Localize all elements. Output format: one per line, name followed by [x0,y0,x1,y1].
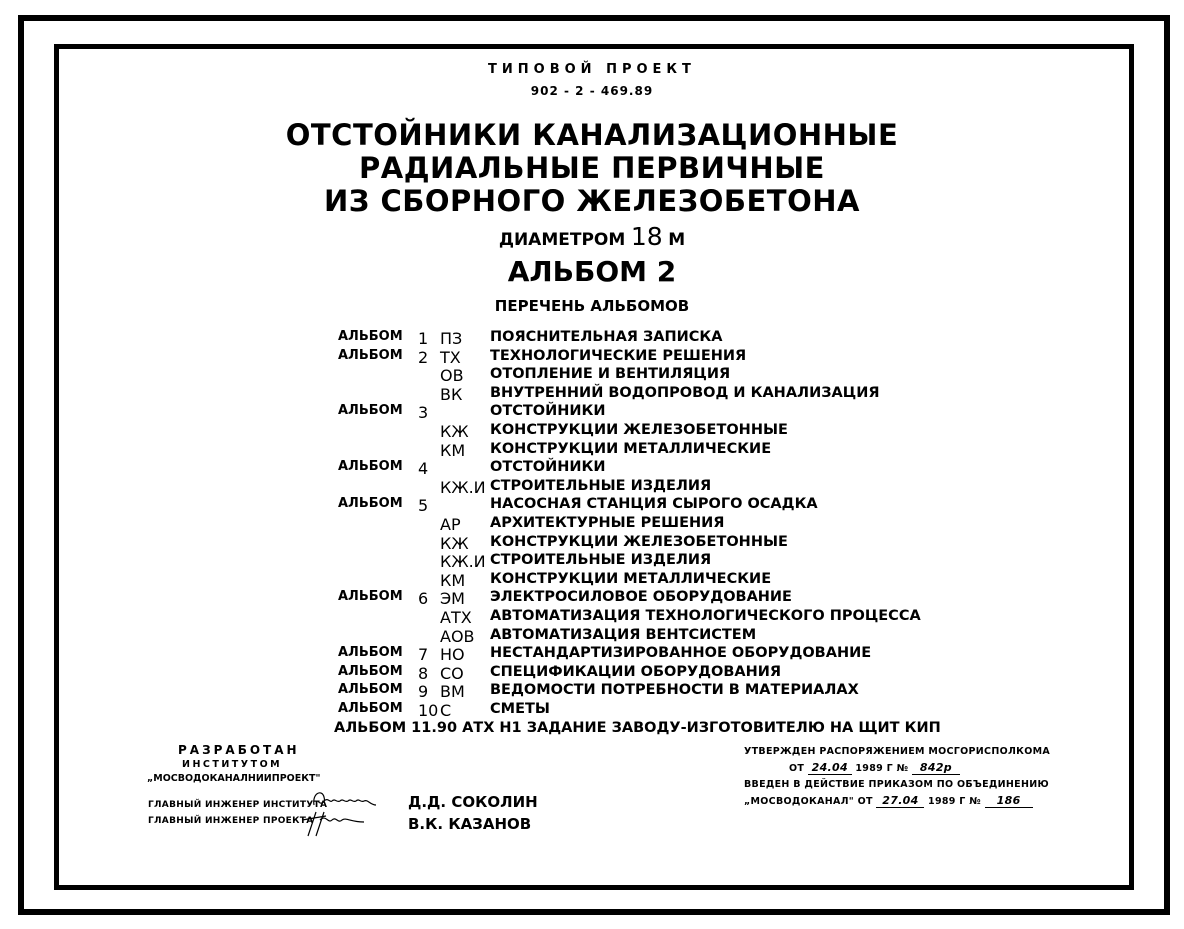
developer-line-1: РАЗРАБОТАН [178,743,300,757]
developer-line-3: „МОСВОДОКАНАЛНИИПРОЕКТ" [147,773,321,784]
title-line-3: ИЗ СБОРНОГО ЖЕЛЕЗОБЕТОНА [324,184,860,218]
signature-role-2: ГЛАВНЫЙ ИНЖЕНЕР ПРОЕКТА [148,816,314,826]
signature-name-1: Д.Д. СОКОЛИН [408,793,538,811]
project-number: 902 - 2 - 469.89 [530,84,654,98]
section-description: КОНСТРУКЦИИ МЕТАЛЛИЧЕСКИЕ [490,570,772,587]
section-code: КЖ.И [440,477,486,497]
approval-from-label: ОТ [789,763,805,774]
section-description: СПЕЦИФИКАЦИИ ОБОРУДОВАНИЯ [490,663,782,680]
section-description: КОНСТРУКЦИИ ЖЕЛЕЗОБЕТОННЫЕ [490,422,788,438]
section-description: КОНСТРУКЦИИ ЖЕЛЕЗОБЕТОННЫЕ [490,533,788,550]
section-code: НО [440,645,465,665]
section-description: ЭЛЕКТРОСИЛОВОЕ ОБОРУДОВАНИЕ [490,589,792,606]
section-description: СМЕТЫ [490,701,550,717]
signature-2-icon [296,806,376,840]
title-line-2: РАДИАЛЬНЫЕ ПЕРВИЧНЫЕ [359,151,825,185]
section-description: ОТОПЛЕНИЕ И ВЕНТИЛЯЦИЯ [490,366,731,383]
section-description: СТРОИТЕЛЬНЫЕ ИЗДЕЛИЯ [490,552,712,569]
approval-line-2: ВВЕДЕН В ДЕЙСТВИЕ ПРИКАЗОМ ПО ОБЪЕДИНЕНИЮ [744,779,1049,790]
album-number: 10 [418,701,439,720]
section-code: ТХ [440,347,461,367]
approval-year-2: 1989 Г № [928,796,981,807]
diameter-value: 18 [630,222,663,251]
section-description: НЕСТАНДАРТИЗИРОВАННОЕ ОБОРУДОВАНИЕ [490,645,872,662]
list-heading: ПЕРЕЧЕНЬ АЛЬБОМОВ [494,297,690,315]
section-description: КОНСТРУКЦИИ МЕТАЛЛИЧЕСКИЕ [490,440,772,457]
title-line-1: ОТСТОЙНИКИ КАНАЛИЗАЦИОННЫЕ [285,118,899,152]
section-description: ОТСТОЙНИКИ [490,459,606,476]
album-label: АЛЬБОМ [338,663,403,679]
section-code: ЭМ [440,589,465,609]
signature-name-2: В.К. КАЗАНОВ [408,815,532,833]
section-description: АРХИТЕКТУРНЫЕ РЕШЕНИЯ [490,515,725,531]
section-code: ВМ [440,682,465,702]
section-code: ОВ [440,366,464,386]
section-code: АР [440,515,461,534]
project-type-label: ТИПОВОЙ ПРОЕКТ [488,62,696,77]
album-label: АЛЬБОМ [338,329,403,344]
signature-role-1: ГЛАВНЫЙ ИНЖЕНЕР ИНСТИТУТА [148,800,328,810]
album-number: 1 [418,329,429,348]
diameter-unit: М [668,230,686,250]
approval-date-line-1 [789,761,960,775]
section-code: КЖ [440,533,469,553]
album-number: 2 [418,347,429,367]
approval-line-1: УТВЕРЖДЕН РАСПОРЯЖЕНИЕМ МОСГОРИСПОЛКОМА [744,746,1050,757]
album-label: АЛЬБОМ [338,403,403,419]
section-description: ВЕДОМОСТИ ПОТРЕБНОСТИ В МАТЕРИАЛАХ [490,682,859,699]
album-label: АЛЬБОМ [338,701,403,716]
diameter [0,222,1184,251]
album-label: АЛЬБОМ [338,682,403,698]
album-label: АЛЬБОМ [338,347,403,363]
section-code: КМ [440,440,466,460]
developer-line-2: ИНСТИТУТОМ [182,759,283,770]
approval-date-1: 24.04 [808,761,852,775]
album-number: 5 [418,496,429,516]
section-description: НАСОСНАЯ СТАНЦИЯ СЫРОГО ОСАДКА [490,496,818,513]
album-label: АЛЬБОМ [338,645,403,661]
section-code: С [440,701,452,720]
approval-number-1: 842р [912,761,960,775]
section-code: ПЗ [440,329,463,348]
album-label: АЛЬБОМ [338,459,403,475]
album-number: 3 [418,403,429,423]
approval-org-2: „МОСВОДОКАНАЛ" ОТ [744,796,873,807]
section-description: СТРОИТЕЛЬНЫЕ ИЗДЕЛИЯ [490,477,712,494]
last-album-row: АЛЬБОМ 11.90 АТХ Н1 ЗАДАНИЕ ЗАВОДУ-ИЗГОТОВИТЕЛЮ НА ЩИТ КИП [334,720,941,736]
album-number: 6 [418,589,429,609]
section-description: ПОЯСНИТЕЛЬНАЯ ЗАПИСКА [490,329,723,345]
section-description: ОТСТОЙНИКИ [490,403,606,420]
approval-year-1: 1989 Г № [855,763,909,774]
section-description: ВНУТРЕННИЙ ВОДОПРОВОД И КАНАЛИЗАЦИЯ [490,384,880,401]
section-code: КЖ.И [440,552,486,572]
approval-date-line-2 [744,794,1033,808]
album-number: 8 [418,663,429,683]
album-title: АЛЬБОМ 2 [507,255,677,288]
section-description: ТЕХНОЛОГИЧЕСКИЕ РЕШЕНИЯ [490,347,747,364]
approval-number-2: 186 [985,794,1033,808]
album-number: 4 [418,459,429,479]
section-code: КМ [440,570,466,590]
approval-date-2: 27.04 [876,794,924,808]
section-code: СО [440,663,464,683]
section-code: ВК [440,384,463,404]
album-number: 9 [418,682,429,702]
diameter-label: ДИАМЕТРОМ [498,230,626,250]
section-description: АВТОМАТИЗАЦИЯ ВЕНТСИСТЕМ [490,626,757,643]
section-code: КЖ [440,422,469,441]
album-label: АЛЬБОМ [338,496,403,512]
section-description: АВТОМАТИЗАЦИЯ ТЕХНОЛОГИЧЕСКОГО ПРОЦЕССА [490,608,921,624]
album-number: 7 [418,645,429,665]
album-label: АЛЬБОМ [338,589,403,605]
section-code: АТХ [440,608,472,627]
section-code: АОВ [440,626,475,646]
